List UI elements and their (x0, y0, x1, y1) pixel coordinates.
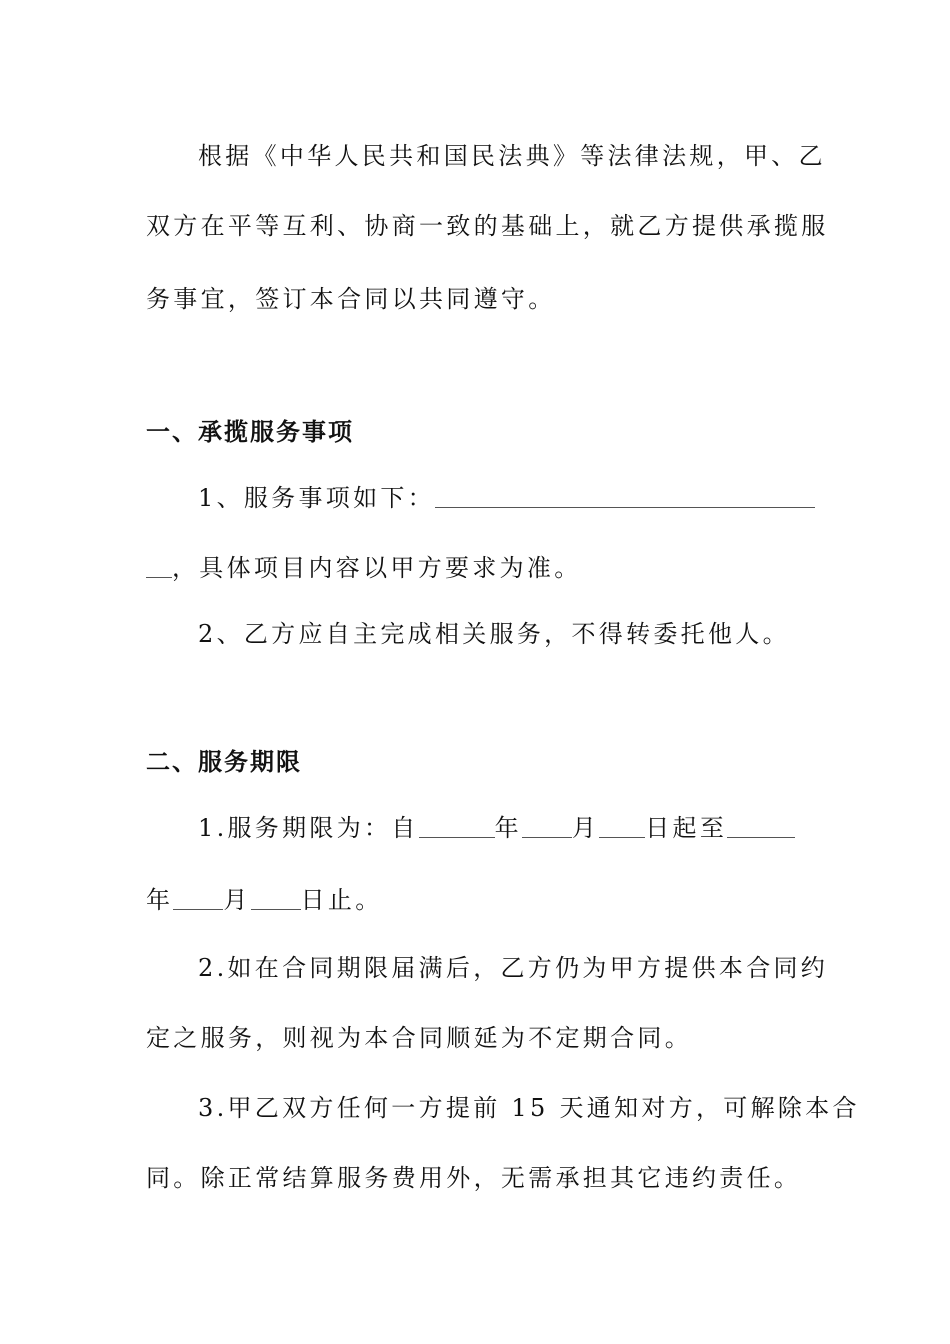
intro-line-3: 务事宜，签订本合同以共同遵守。 (146, 285, 556, 313)
section-1-item-1-cont (146, 552, 810, 584)
end-month-blank (173, 887, 223, 910)
year-label-2: 年 (146, 886, 174, 914)
section-2-item-3-line-2: 同。除正常结算服务费用外，无需承担其它违约责任。 (146, 1164, 802, 1192)
month-label-2: 月 (223, 886, 251, 914)
end-year-blank-start (727, 815, 795, 838)
section-2-item-1 (198, 812, 810, 844)
section-2-item-3-line-1: 3.甲乙双方任何一方提前 15 天通知对方，可解除本合 (198, 1094, 860, 1122)
section-2-item-2-line-2: 定之服务，则视为本合同顺延为不定期合同。 (146, 1024, 692, 1052)
month-label: 月 (571, 814, 600, 842)
section-1-heading: 一、承揽服务事项 (146, 418, 354, 446)
section-2-heading: 二、服务期限 (146, 748, 302, 776)
section-1-item-2: 2、乙方应自主完成相关服务，不得转委托他人。 (198, 620, 790, 648)
service-matters-blank-end (146, 555, 172, 578)
intro-line-2: 双方在平等互利、协商一致的基础上，就乙方提供承揽服 (146, 212, 829, 240)
start-year-blank (419, 815, 495, 838)
start-month-blank (522, 815, 572, 838)
start-day-blank (599, 815, 645, 838)
item-1-label: 1、服务事项如下： (198, 484, 435, 512)
section-1-item-1 (198, 482, 810, 514)
item-1-continuation: ，具体项目内容以甲方要求为准。 (172, 554, 582, 582)
day-to-label: 日止。 (300, 886, 383, 914)
day-from-label: 日起至 (645, 814, 728, 842)
end-day-blank (251, 887, 301, 910)
term-label: 1.服务期限为：自 (198, 814, 419, 842)
year-label: 年 (494, 814, 522, 842)
section-2-item-1-cont (146, 884, 810, 916)
service-matters-blank (435, 485, 815, 508)
section-2-item-2-line-1: 2.如在合同期限届满后，乙方仍为甲方提供本合同约 (198, 954, 829, 982)
intro-line-1: 根据《中华人民共和国民法典》等法律法规，甲、乙 (198, 142, 826, 170)
